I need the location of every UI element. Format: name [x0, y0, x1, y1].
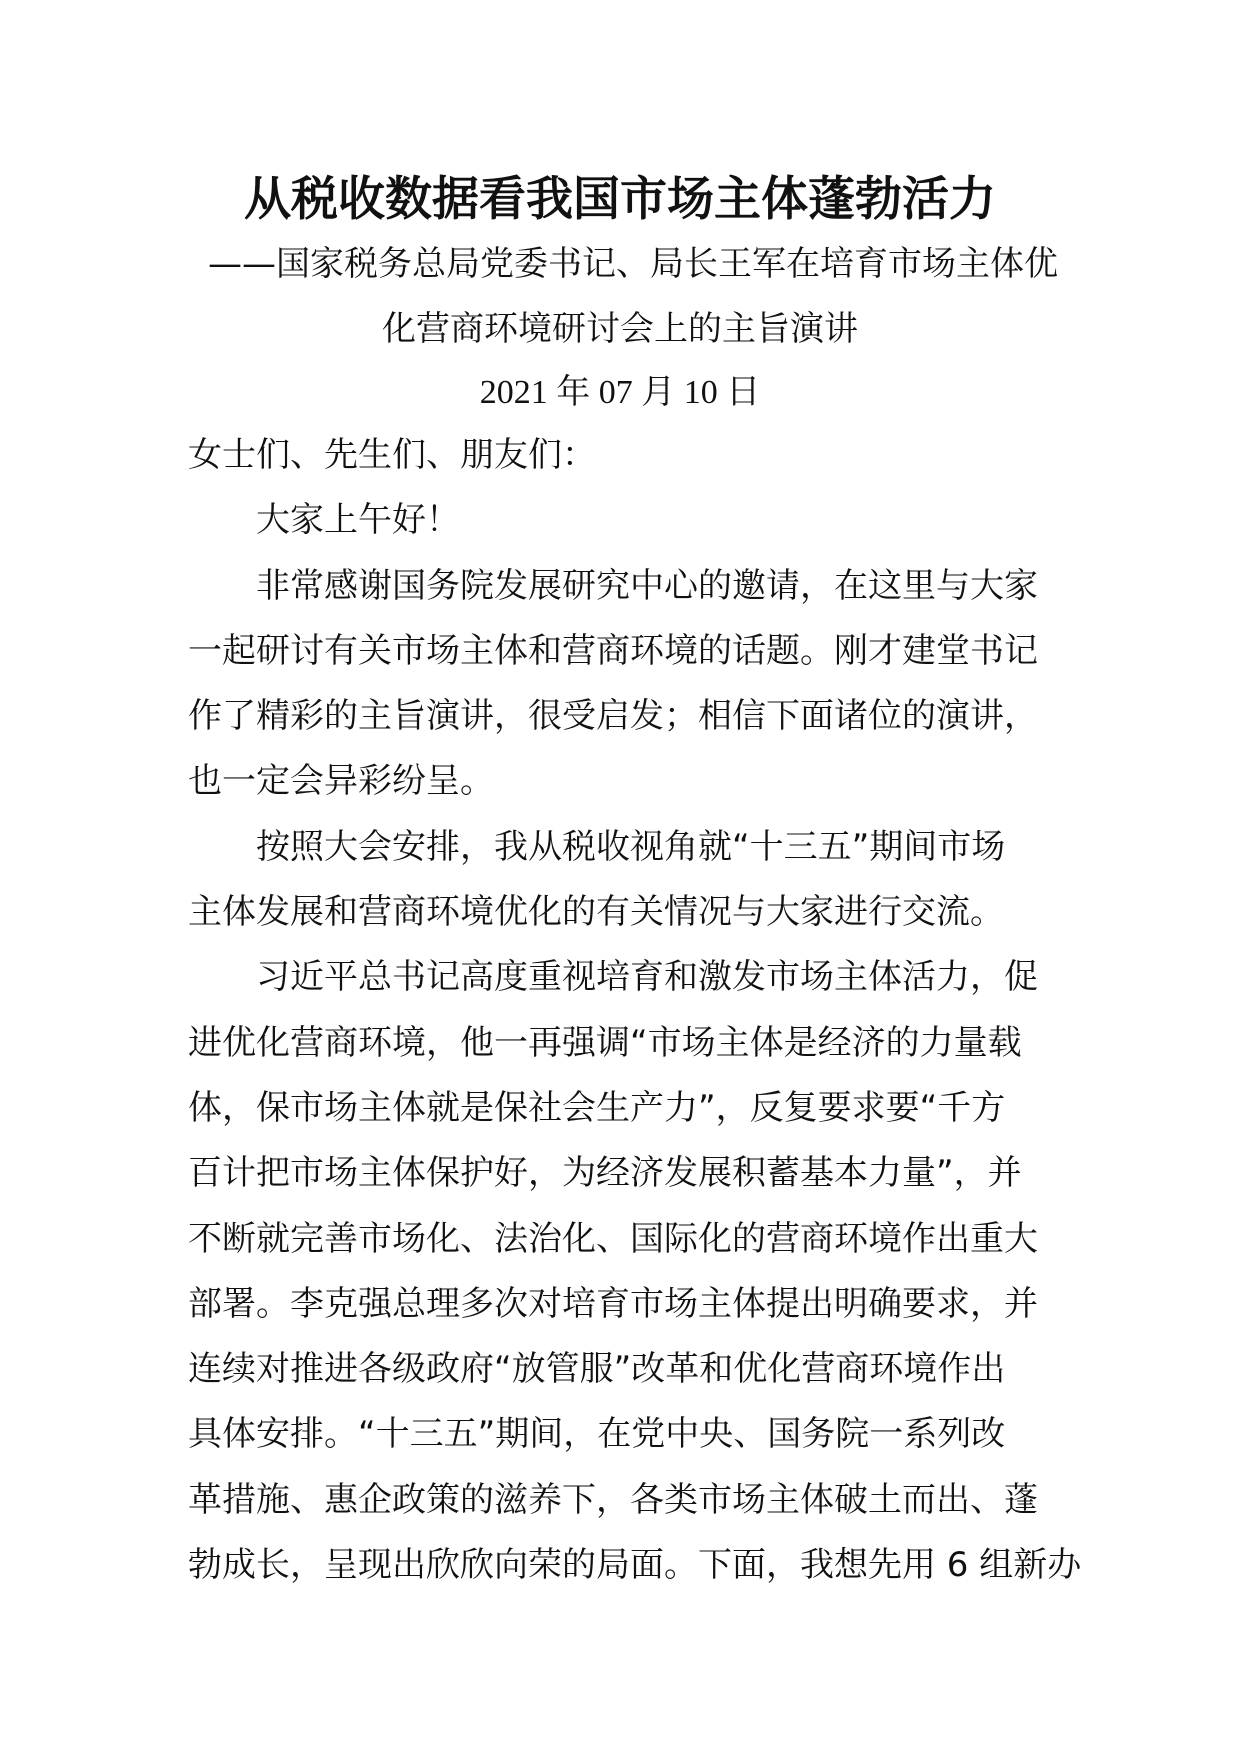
- body-line: 勃成长，呈现出欣欣向荣的局面。下面，我想先用 6 组新办: [188, 1545, 1082, 1586]
- body-line: 不断就完善市场化、法治化、国际化的营商环境作出重大: [188, 1218, 1038, 1259]
- document-body: [188, 431, 1082, 1606]
- body-line: 非常感谢国务院发展研究中心的邀请，在这里与大家: [256, 565, 1038, 606]
- salutation-line: 女士们、先生们、朋友们：: [188, 435, 596, 475]
- document-title: 从税收数据看我国市场主体蓬勃活力: [244, 172, 996, 227]
- body-line: 连续对推进各级政府“放管服”改革和优化营商环境作出: [188, 1349, 1006, 1390]
- body-line: 革措施、惠企政策的滋养下，各类市场主体破土而出、蓬: [188, 1479, 1038, 1520]
- body-line: 具体安排。“十三五”期间，在党中央、国务院一系列改: [188, 1414, 1006, 1455]
- document-subtitle-line-2: 化营商环境研讨会上的主旨演讲: [382, 309, 858, 349]
- body-line: 习近平总书记高度重视培育和激发市场主体活力，促: [256, 957, 1038, 998]
- body-line: 也一定会异彩纷呈。: [188, 761, 494, 802]
- greeting-line: 大家上午好！: [256, 500, 460, 541]
- body-line: 作了精彩的主旨演讲，很受启发；相信下面诸位的演讲，: [188, 696, 1038, 737]
- body-line: 部署。李克强总理多次对培育市场主体提出明确要求，并: [188, 1283, 1038, 1324]
- body-line: 一起研讨有关市场主体和营商环境的话题。刚才建堂书记: [188, 630, 1038, 671]
- body-line: 进优化营商环境，他一再强调“市场主体是经济的力量载: [188, 1022, 1022, 1063]
- document-date: 2021 年 07 月 10 日: [479, 374, 761, 411]
- body-line: 主体发展和营商环境优化的有关情况与大家进行交流。: [188, 892, 1004, 933]
- body-line: 按照大会安排，我从税收视角就“十三五”期间市场: [256, 826, 1006, 867]
- body-line: 体，保市场主体就是保社会生产力”，反复要求要“千方: [188, 1087, 1006, 1128]
- body-line: 百计把市场主体保护好，为经济发展积蓄基本力量”，并: [188, 1153, 1022, 1194]
- document-subtitle-line-1: ——国家税务总局党委书记、局长王军在培育市场主体优: [208, 244, 1058, 284]
